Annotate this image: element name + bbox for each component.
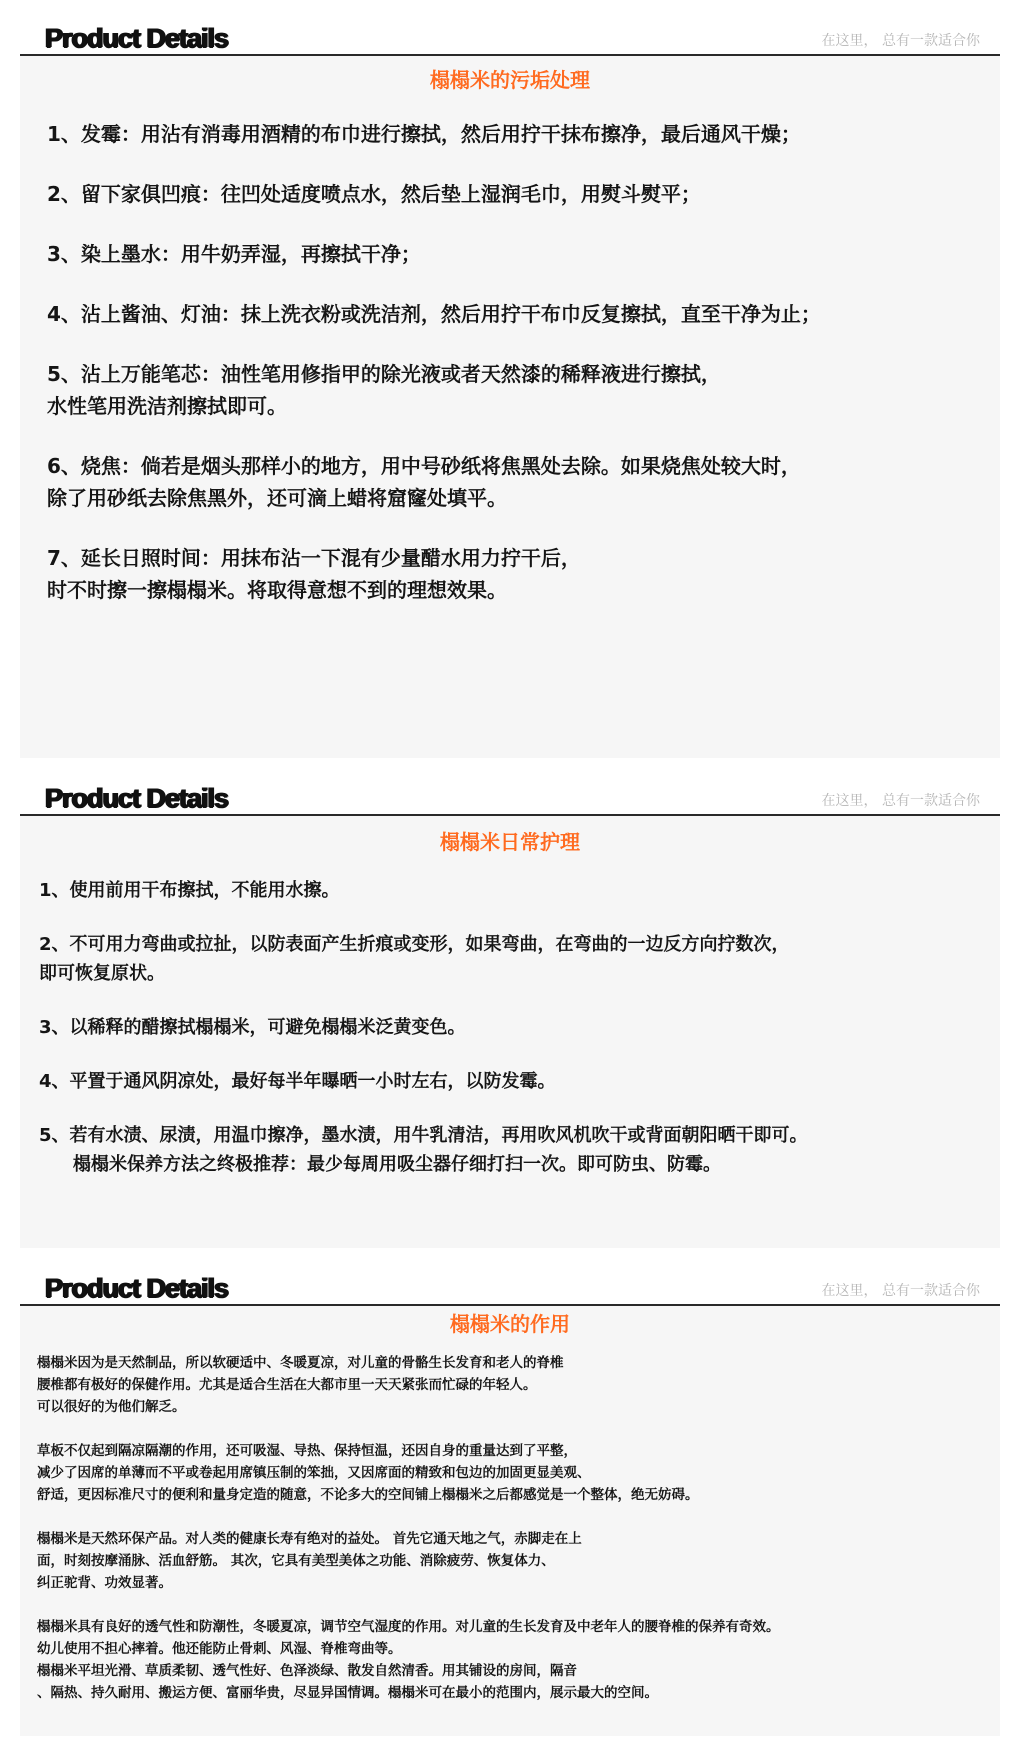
item-line: 1、发霉：用沾有消毒用酒精的布巾进行擦拭，然后用拧干抹布擦净，最后通风干燥； bbox=[47, 122, 801, 146]
paragraph-line: 纠正驼背、功效显著。 bbox=[37, 1575, 172, 1591]
paragraph-line: 幼儿使用不担心摔着。他还能防止骨刺、风湿、脊椎弯曲等。 bbox=[37, 1641, 402, 1657]
item-line: 3、以稀释的醋擦拭榻榻米，可避免榻榻米泛黄变色。 bbox=[39, 1017, 466, 1038]
list-item bbox=[47, 542, 987, 606]
item-line: 水性笔用洗洁剂擦拭即可。 bbox=[47, 394, 287, 418]
item-line: 5、若有水渍、尿渍，用温巾擦净，墨水渍，用牛乳清洁，再用吹风机吹干或背面朝阳晒干即可。 bbox=[39, 1125, 808, 1146]
paragraph-line: 减少了因席的单薄而不平或卷起用席镇压制的笨拙，又因席面的精致和包边的加固更显美观、 bbox=[37, 1465, 591, 1481]
item-line: 6、烧焦：倘若是烟头那样小的地方，用中号砂纸将焦黑处去除。如果烧焦处较大时， bbox=[47, 454, 801, 478]
product-details-heading: Product Details bbox=[45, 1273, 229, 1303]
paragraph-line: 榻榻米平坦光滑、草质柔韧、透气性好、色泽淡绿、散发自然清香。用其铺设的房间，隔音 bbox=[37, 1663, 577, 1679]
item-line: 2、留下家俱凹痕：往凹处适度喷点水，然后垫上湿润毛巾，用熨斗熨平； bbox=[47, 182, 701, 206]
paragraph bbox=[37, 1616, 987, 1704]
section-benefits bbox=[20, 1270, 1000, 1736]
list-item bbox=[39, 876, 989, 905]
section-header bbox=[20, 780, 1000, 816]
list-item bbox=[47, 118, 987, 150]
section-title: 榻榻米日常护理 bbox=[440, 830, 580, 854]
list-item bbox=[47, 358, 987, 422]
section-header bbox=[20, 1270, 1000, 1306]
paragraph-line: 榻榻米是天然环保产品。对人类的健康长寿有绝对的益处。 首先它通天地之气，赤脚走在上 bbox=[37, 1531, 582, 1547]
list-item bbox=[39, 1013, 989, 1042]
item-line: 即可恢复原状。 bbox=[39, 963, 165, 984]
section-header bbox=[20, 20, 1000, 56]
item-line: 1、使用前用干布擦拭，不能用水擦。 bbox=[39, 880, 340, 901]
paragraph bbox=[37, 1352, 987, 1418]
item-line: 时不时擦一擦榻榻米。将取得意想不到的理想效果。 bbox=[47, 578, 507, 602]
item-list bbox=[47, 118, 987, 634]
paragraph-line: 舒适，更因标准尺寸的便利和量身定造的随意，不论多大的空间铺上榻榻米之后都感觉是一个整体，绝无妨碍。 bbox=[37, 1487, 699, 1503]
list-item bbox=[39, 1067, 989, 1096]
item-line: 5、沾上万能笔芯：油性笔用修指甲的除光液或者天然漆的稀释液进行擦拭， bbox=[47, 362, 721, 386]
item-line: 4、平置于通风阴凉处，最好每半年曝晒一小时左右，以防发霉。 bbox=[39, 1071, 556, 1092]
item-line: 3、染上墨水：用牛奶弄湿，再擦拭干净； bbox=[47, 242, 421, 266]
paragraph-line: 可以很好的为他们解乏。 bbox=[37, 1399, 186, 1415]
header-tagline: 在这里， 总有一款适合你 bbox=[821, 1283, 980, 1299]
list-item bbox=[39, 930, 989, 988]
list-item bbox=[47, 298, 987, 330]
list-item bbox=[47, 178, 987, 210]
paragraph-line: 腰椎都有极好的保健作用。尤其是适合生活在大都市里一天天紧张而忙碌的年轻人。 bbox=[37, 1377, 537, 1393]
item-line: 4、沾上酱油、灯油：抹上洗衣粉或洗洁剂，然后用拧干布巾反复擦拭，直至干净为止； bbox=[47, 302, 821, 326]
section-daily-care bbox=[20, 780, 1000, 1248]
header-tagline: 在这里， 总有一款适合你 bbox=[821, 33, 980, 49]
item-line: 榻榻米保养方法之终极推荐：最少每周用吸尘器仔细打扫一次。即可防虫、防霉。 bbox=[73, 1154, 721, 1175]
item-list bbox=[39, 876, 989, 1204]
paragraph-line: 草板不仅起到隔凉隔潮的作用，还可吸湿、导热、保持恒温，还因自身的重量达到了平整， bbox=[37, 1443, 577, 1459]
paragraph bbox=[37, 1528, 987, 1594]
paragraph-line: 榻榻米具有良好的透气性和防潮性，冬暖夏凉，调节空气湿度的作用。对儿童的生长发育及中老年人的腰脊椎的保养有奇效。 bbox=[37, 1619, 780, 1635]
list-item bbox=[47, 238, 987, 270]
product-details-heading: Product Details bbox=[45, 783, 229, 813]
list-item bbox=[39, 1121, 989, 1179]
item-line: 2、不可用力弯曲或拉扯，以防表面产生折痕或变形，如果弯曲，在弯曲的一边反方向拧数次， bbox=[39, 934, 790, 955]
section-title: 榻榻米的作用 bbox=[450, 1312, 570, 1336]
paragraph-line: 榻榻米因为是天然制品，所以软硬适中、冬暖夏凉，对儿童的骨骼生长发育和老人的脊椎 bbox=[37, 1355, 564, 1371]
section-stain-treatment bbox=[20, 20, 1000, 758]
header-tagline: 在这里， 总有一款适合你 bbox=[821, 793, 980, 809]
paragraph-list bbox=[37, 1352, 987, 1726]
product-details-heading: Product Details bbox=[45, 23, 229, 53]
section-title: 榻榻米的污垢处理 bbox=[430, 68, 590, 92]
item-line: 7、延长日照时间：用抹布沾一下混有少量醋水用力拧干后， bbox=[47, 546, 581, 570]
item-line: 除了用砂纸去除焦黑外，还可滴上蜡将窟窿处填平。 bbox=[47, 486, 507, 510]
paragraph-line: 面，时刻按摩涌脉、活血舒筋。 其次，它具有美型美体之功能、消除疲劳、恢复体力、 bbox=[37, 1553, 555, 1569]
paragraph bbox=[37, 1440, 987, 1506]
paragraph-line: 、隔热、持久耐用、搬运方便、富丽华贵，尽显异国情调。榻榻米可在最小的范围内，展示最大的空间。 bbox=[37, 1685, 658, 1701]
list-item bbox=[47, 450, 987, 514]
